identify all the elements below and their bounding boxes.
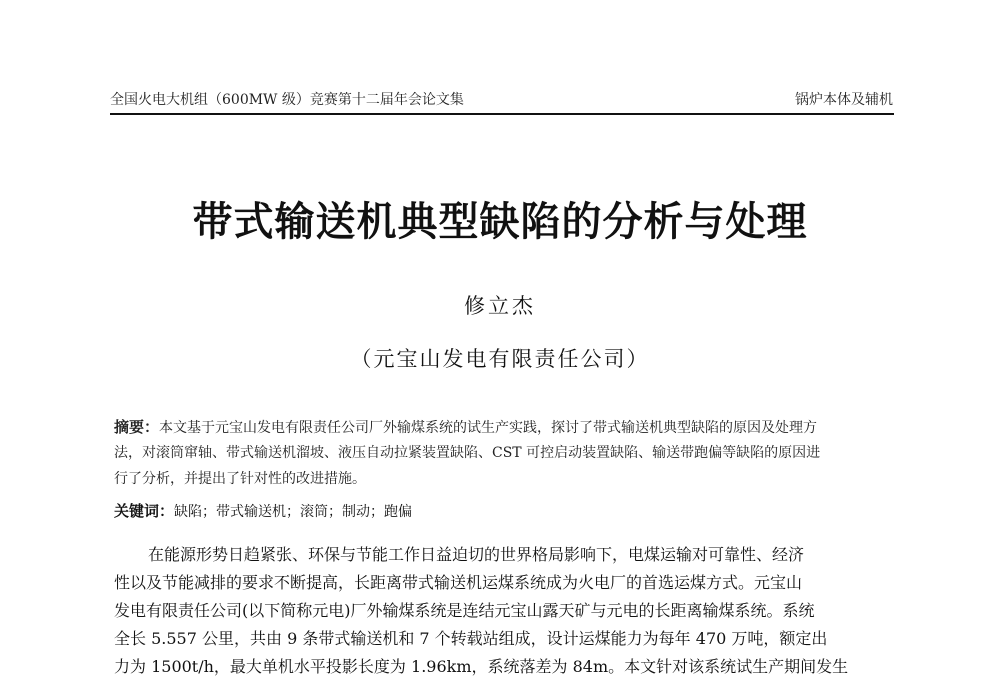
header-rule <box>110 113 894 115</box>
abstract <box>114 414 894 492</box>
abstract-line: 行了分析，并提出了针对性的改进措施。 <box>114 471 366 487</box>
header-section-name: 锅炉本体及辅机 <box>795 92 893 108</box>
body-line: 全长 5.557 公里，共由 9 条带式输送机和 7 个转载站组成，设计运煤能力为每年 470 万吨，额定出 <box>114 629 828 648</box>
keywords-text: 缺陷；带式输送机；滚筒；制动；跑偏 <box>174 504 413 520</box>
author-name: 修立杰 <box>464 294 536 318</box>
abstract-text: 本文基于元宝山发电有限责任公司厂外输煤系统的试生产实践，探讨了带式输送机典型缺陷的原因及处理方 <box>159 420 818 436</box>
author-affiliation: （元宝山发电有限责任公司） <box>350 347 650 371</box>
abstract-line: 法，对滚筒窜轴、带式输送机溜坡、液压自动拉紧装置缺陷、CST 可控启动装置缺陷、输送带跑偏等缺陷的原因进 <box>114 445 821 461</box>
header-proceedings-title: 全国火电大机组（600MW 级）竞赛第十二届年会论文集 <box>110 92 464 108</box>
body-paragraph <box>114 541 896 681</box>
body-line: 性以及节能减排的要求不断提高，长距离带式输送机运煤系统成为火电厂的首选运煤方式。元宝山 <box>114 573 803 592</box>
body-line: 发电有限责任公司(以下简称元电)厂外输煤系统是连结元宝山露天矿与元电的长距离输煤系统。系统 <box>114 601 815 620</box>
running-header <box>110 89 893 111</box>
paper-title: 带式输送机典型缺陷的分析与处理 <box>192 199 808 245</box>
abstract-line <box>114 414 894 440</box>
body-line: 力为 1500t/h，最大单机水平投影长度为 1.96km，系统落差为 84m。本文针对该系统试生产期间发生 <box>114 657 849 676</box>
body-line: 在能源形势日趋紧张、环保与节能工作日益迫切的世界格局影响下，电煤运输对可靠性、经济 <box>148 545 805 564</box>
abstract-label: 摘要： <box>114 418 160 436</box>
keywords-label: 关键词： <box>114 502 175 520</box>
keywords <box>114 498 894 525</box>
